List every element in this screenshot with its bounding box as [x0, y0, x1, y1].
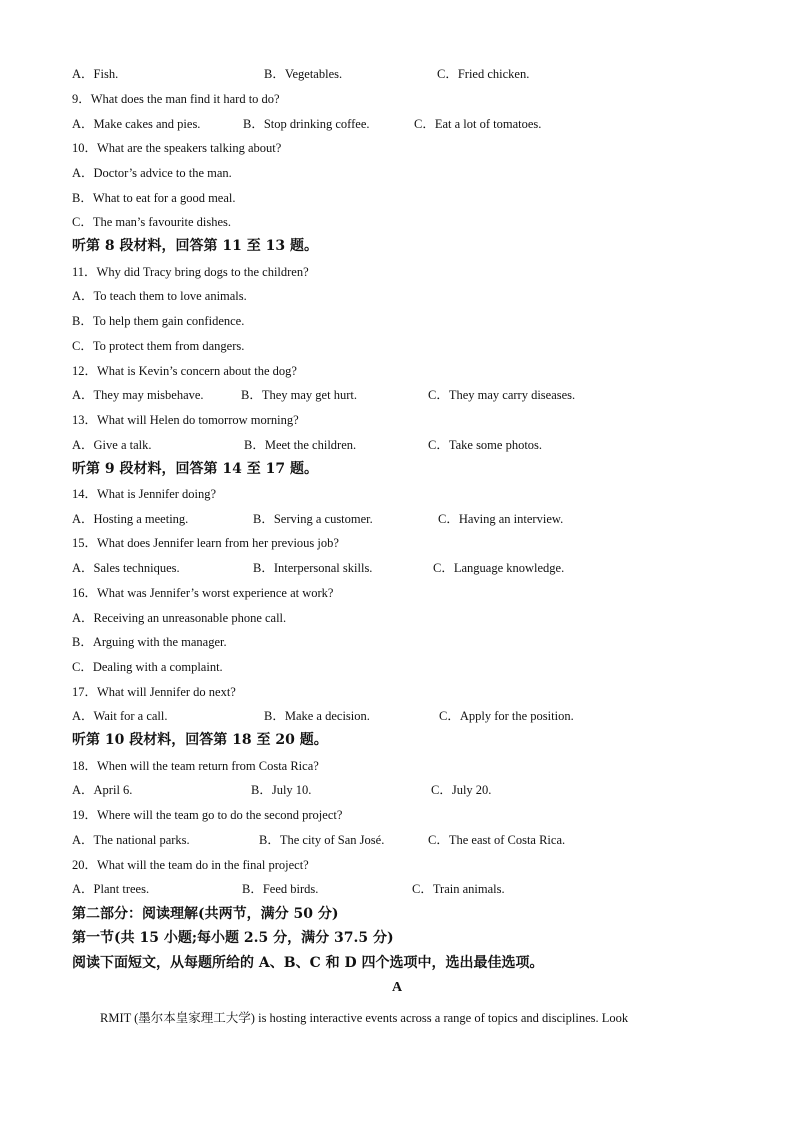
q10-option-c: C．The man’s favourite dishes. — [72, 215, 231, 229]
q19-option-b: B．The city of San José. — [259, 833, 385, 847]
q9-option-a: A．Make cakes and pies. — [72, 117, 201, 131]
q20-option-a: A．Plant trees. — [72, 882, 150, 896]
q19-option-c: C．The east of Costa Rica. — [428, 833, 566, 847]
q20-option-c: C．Train animals. — [412, 882, 505, 896]
q8-option-a: A．Fish. — [72, 67, 119, 81]
q17-option-b: B．Make a decision. — [264, 709, 370, 723]
q14-option-b: B．Serving a customer. — [253, 512, 373, 526]
q11-option-b: B．To help them gain confidence. — [72, 314, 245, 328]
q10-option-a: A．Doctor’s advice to the man. — [72, 166, 232, 180]
q10-stem: 10．What are the speakers talking about? — [72, 141, 282, 155]
q12-option-a: A．They may misbehave. — [72, 388, 204, 402]
q13-option-c: C．Take some photos. — [428, 438, 543, 452]
q20-option-b: B．Feed birds. — [242, 882, 319, 896]
q9-option-b: B．Stop drinking coffee. — [243, 117, 370, 131]
q19-stem: 19．Where will the team go to do the second project? — [72, 808, 343, 822]
q19-option-a: A．The national parks. — [72, 833, 190, 847]
q16-option-b: B．Arguing with the manager. — [72, 635, 227, 649]
q18-stem: 18．When will the team return from Costa Rica? — [72, 759, 319, 773]
q9-option-c: C．Eat a lot of tomatoes. — [414, 117, 542, 131]
q8-option-c: C．Fried chicken. — [437, 67, 530, 81]
q17-option-a: A．Wait for a call. — [72, 709, 168, 723]
q13-option-b: B．Meet the children. — [244, 438, 357, 452]
q8-option-b: B．Vegetables. — [264, 67, 343, 81]
q20-stem: 20．What will the team do in the final project? — [72, 858, 309, 872]
q17-stem: 17．What will Jennifer do next? — [72, 685, 236, 699]
q13-stem: 13．What will Helen do tomorrow morning? — [72, 413, 299, 427]
q12-option-c: C．They may carry diseases. — [428, 388, 576, 402]
passage-first-line: RMIT (墨尔本皇家理工大学) is hosting interactive events across a range of topics and disciplines. Look — [100, 1011, 629, 1025]
q18-option-b: B．July 10. — [251, 783, 312, 797]
q15-stem: 15．What does Jennifer learn from her previous job? — [72, 536, 339, 550]
q14-option-c: C．Having an interview. — [438, 512, 564, 526]
q10-option-b: B．What to eat for a good meal. — [72, 191, 236, 205]
q11-option-a: A．To teach them to love animals. — [72, 289, 247, 303]
q16-option-c: C．Dealing with a complaint. — [72, 660, 223, 674]
q15-option-c: C．Language knowledge. — [433, 561, 565, 575]
q12-option-b: B．They may get hurt. — [241, 388, 357, 402]
q16-option-a: A．Receiving an unreasonable phone call. — [72, 611, 287, 625]
q9-stem: 9．What does the man find it hard to do? — [72, 92, 280, 106]
section-10-heading: 听第 10 段材料，回答第 18 至 20 题。 — [72, 732, 328, 748]
section-8-heading: 听第 8 段材料，回答第 11 至 13 题。 — [72, 238, 318, 254]
part-2-heading: 第二部分：阅读理解(共两节，满分 50 分) — [72, 906, 339, 922]
q16-stem: 16．What was Jennifer’s worst experience at work? — [72, 586, 334, 600]
q15-option-b: B．Interpersonal skills. — [253, 561, 373, 575]
q14-option-a: A．Hosting a meeting. — [72, 512, 189, 526]
q18-option-a: A．April 6. — [72, 783, 133, 797]
q12-stem: 12．What is Kevin’s concern about the dog? — [72, 364, 297, 378]
reading-instructions: 阅读下面短文，从每题所给的 A、B、C 和 D 四个选项中，选出最佳选项。 — [72, 955, 544, 971]
q18-option-c: C．July 20. — [431, 783, 492, 797]
section-9-heading: 听第 9 段材料，回答第 14 至 17 题。 — [72, 461, 318, 477]
q11-option-c: C．To protect them from dangers. — [72, 339, 245, 353]
q15-option-a: A．Sales techniques. — [72, 561, 180, 575]
q13-option-a: A．Give a talk. — [72, 438, 152, 452]
passage-label: A — [391, 980, 403, 995]
q17-option-c: C．Apply for the position. — [439, 709, 574, 723]
part-2-section-1-heading: 第一节(共 15 小题;每小题 2.5 分，满分 37.5 分) — [72, 930, 394, 946]
q14-stem: 14．What is Jennifer doing? — [72, 487, 217, 501]
q11-stem: 11．Why did Tracy bring dogs to the children? — [72, 265, 309, 279]
